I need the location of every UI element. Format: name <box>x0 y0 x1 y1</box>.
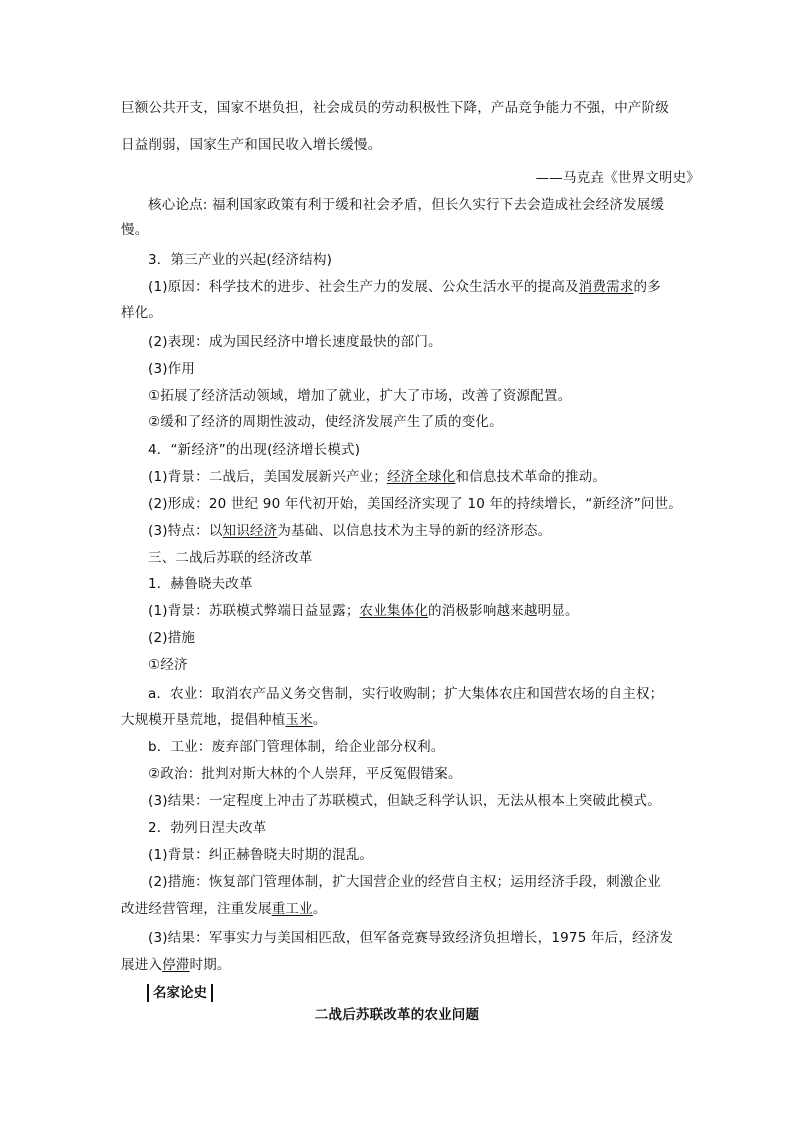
s4-feature-tail: 为基础、以信息技术为主导的新的经济形态。 <box>277 523 552 539</box>
s4-formation: (2)形成：20 世纪 90 年代初开始，美国经济实现了 10 年的持续增长，“新经济”问世。 <box>148 496 683 512</box>
brezhnev-measures-2 <box>121 900 681 918</box>
khrushchev-measures: (2)措施 <box>148 630 196 646</box>
k-bg-underlined: 农业集体化 <box>359 603 429 619</box>
s3-effect-1: ①拓展了经济活动领域，增加了就业，扩大了市场，改善了资源配置。 <box>148 388 572 404</box>
s3-effect-2: ②缓和了经济的周期性波动，使经济发展产生了质的变化。 <box>148 414 503 430</box>
core-argument-line-1: 核心论点: 福利国家政策有利于缓和社会矛盾，但长久实行下去会造成社会经济发展缓 <box>148 197 665 213</box>
s3-reason <box>148 278 708 296</box>
s4-background <box>148 468 708 486</box>
s3-reason-underlined: 消费需求 <box>578 279 634 295</box>
b-result-text: 展进入 <box>121 957 163 973</box>
khrushchev-background <box>148 602 708 620</box>
brezhnev-title: 2．勃列日涅夫改革 <box>148 820 267 836</box>
k-agri-underlined: 玉米 <box>285 712 313 728</box>
s4-feature-underlined: 知识经济 <box>222 523 278 539</box>
b-result-tail: 时期。 <box>189 957 231 973</box>
famous-history-badge: 名家论史 <box>147 984 213 1002</box>
quote-source: ——马克垚《世界文明史》 <box>535 170 700 186</box>
b-measure-tail: 。 <box>312 901 327 917</box>
brezhnev-result-1: (3)结果：军事实力与美国相匹敌，但军备竞赛导致经济负担增长，1975 年后，经济发 <box>148 930 674 946</box>
brezhnev-measures-1: (2)措施：恢复部门管理体制，扩大国营企业的经营自主权；运用经济手段，刺激企业 <box>148 874 661 890</box>
brezhnev-result-2 <box>121 956 681 974</box>
b-result-underlined: 停滞 <box>162 957 190 973</box>
brezhnev-background: (1)背景：纠正赫鲁晓夫时期的混乱。 <box>148 847 374 863</box>
k-agri-tail: 。 <box>312 712 327 728</box>
khrushchev-economy: ①经济 <box>148 657 188 673</box>
s3-reason-text: (1)原因：科学技术的进步、社会生产力的发展、公众生活水平的提高及 <box>148 279 579 295</box>
s4-bg-text: (1)背景：二战后，美国发展新兴产业； <box>148 469 387 485</box>
khrushchev-industry: b．工业：废弃部门管理体制，给企业部分权利。 <box>148 739 445 755</box>
s3-performance: (2)表现：成为国民经济中增长速度最快的部门。 <box>148 334 442 350</box>
section-4-title: 4．“新经济”的出现(经济增长模式) <box>148 442 361 458</box>
khrushchev-result: (3)结果：一定程度上冲击了苏联模式，但缺乏科学认识，无法从根本上突破此模式。 <box>148 793 661 809</box>
s4-feature <box>148 522 708 540</box>
khrushchev-politics: ②政治：批判对斯大林的个人崇拜，平反冤假错案。 <box>148 766 462 782</box>
s4-bg-underlined: 经济全球化 <box>386 469 456 485</box>
s4-bg-tail: 和信息技术革命的推动。 <box>455 469 607 485</box>
k-bg-tail: 的消极影响越来越明显。 <box>428 603 579 619</box>
khrushchev-title: 1．赫鲁晓夫改革 <box>148 576 253 592</box>
b-measure-underlined: 重工业 <box>271 901 313 917</box>
s3-reason-line-2: 样化。 <box>121 305 163 321</box>
quote-line-1: 巨额公共开支，国家不堪负担，社会成员的劳动积极性下降，产品竞争能力不强，中产阶级 <box>121 100 669 116</box>
quote-line-2: 日益削弱，国家生产和国民收入增长缓慢。 <box>121 137 382 153</box>
khrushchev-agriculture-2 <box>121 711 681 729</box>
b-measure-text: 改进经营管理，注重发展 <box>121 901 272 917</box>
khrushchev-agriculture-1: a．农业：取消农产品义务交售制，实行收购制；扩大集体农庄和国营农场的自主权； <box>148 686 664 702</box>
k-agri-text: 大规模开垦荒地，提倡种植 <box>121 712 286 728</box>
section-heading: 二战后苏联改革的农业问题 <box>314 1007 480 1023</box>
s3-reason-tail: 的多 <box>633 279 661 295</box>
s4-feature-text: (3)特点：以 <box>148 523 223 539</box>
section-3-title: 3．第三产业的兴起(经济结构) <box>148 252 333 268</box>
part-3-title: 三、二战后苏联的经济改革 <box>148 550 313 566</box>
core-argument-line-2: 慢。 <box>121 222 149 238</box>
s3-effect-heading: (3)作用 <box>148 361 196 377</box>
k-bg-text: (1)背景：苏联模式弊端日益显露； <box>148 603 360 619</box>
